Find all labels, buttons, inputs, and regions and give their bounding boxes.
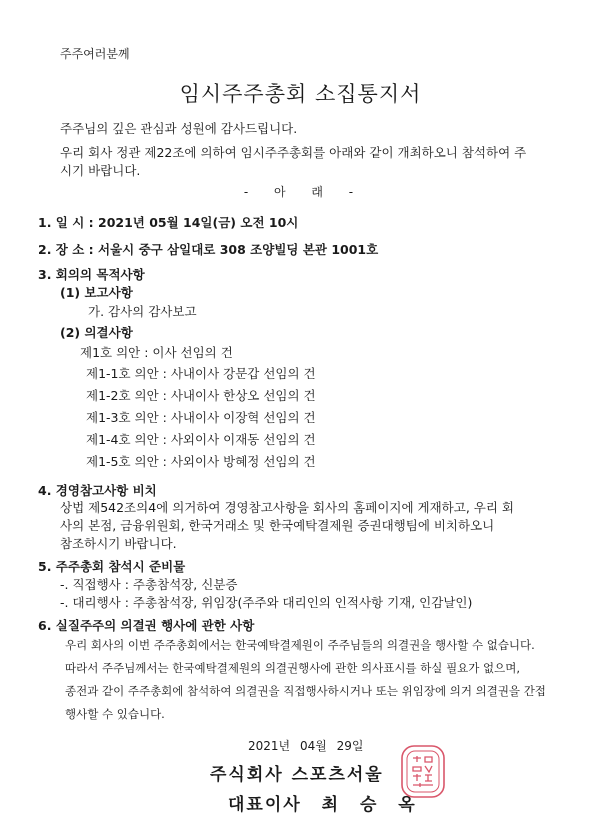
seal-glyphs bbox=[413, 756, 433, 787]
report-heading: (1) 보고사항 bbox=[60, 285, 133, 300]
item-venue: 2. 장 소 : 서울시 중구 삼일대로 308 조양빌딩 본관 1001호 bbox=[38, 242, 379, 257]
reference-text-line: 상법 제542조의4에 의거하여 경영참고사항을 회사의 홈페이지에 게재하고, 우리 회 bbox=[60, 500, 514, 515]
reference-heading: 4. 경영참고사항 비치 bbox=[38, 483, 157, 498]
below-heading: - 아 래 - bbox=[243, 185, 358, 199]
prep-item: -. 대리행사 : 주총참석장, 위임장(주주와 대리인의 인적사항 기재, 인감날인) bbox=[60, 595, 473, 610]
intro-line-2: 우리 회사 정관 제22조에 의하여 임시주주총회를 아래와 같이 개최하오니 참석하여 주 bbox=[60, 145, 527, 160]
reference-text-line: 참조하시기 바랍니다. bbox=[60, 536, 177, 551]
document-title: 임시주주총회 소집통지서 bbox=[179, 82, 422, 106]
agenda-heading: 3. 회의의 목적사항 bbox=[38, 267, 145, 282]
resolution-item: 제1-4호 의안 : 사외이사 이재동 선임의 건 bbox=[86, 432, 316, 447]
voting-text-line: 따라서 주주님께서는 한국예탁결제원의 의결권행사에 관한 의사표시를 하실 필요가 없으며, bbox=[65, 661, 521, 675]
voting-text-line: 행사할 수 있습니다. bbox=[65, 707, 165, 721]
voting-heading: 6. 실질주주의 의결권 행사에 관한 사항 bbox=[38, 618, 255, 633]
resolution-item: 제1-1호 의안 : 사내이사 강문갑 선임의 건 bbox=[86, 366, 316, 381]
intro-line-3: 시기 바랍니다. bbox=[60, 163, 141, 178]
seal-stroke bbox=[402, 746, 444, 797]
prep-heading: 5. 주주총회 참석시 준비물 bbox=[38, 559, 186, 574]
company-name: 주식회사 스포츠서울 bbox=[210, 765, 384, 785]
company-seal-icon bbox=[398, 743, 448, 800]
intro-line-1: 주주님의 깊은 관심과 성원에 감사드립니다. bbox=[60, 121, 298, 136]
ceo-name: 대표이사 최 승 옥 bbox=[228, 795, 417, 815]
addressee: 주주여러분께 bbox=[60, 47, 130, 61]
resolution-item: 제1-2호 의안 : 사내이사 한상오 선임의 건 bbox=[86, 388, 316, 403]
resolution-item: 제1-5호 의안 : 사외이사 방혜정 선임의 건 bbox=[86, 454, 316, 469]
reference-text-line: 사의 본점, 금융위원회, 한국거래소 및 한국예탁결제원 증권대행팀에 비치하오니 bbox=[60, 518, 495, 533]
resolution-heading: (2) 의결사항 bbox=[60, 325, 133, 340]
notice-date: 2021년 04월 29일 bbox=[248, 739, 364, 753]
item-datetime: 1. 일 시 : 2021년 05월 14일(금) 오전 10시 bbox=[38, 215, 299, 230]
prep-item: -. 직접행사 : 주총참석장, 신분증 bbox=[60, 577, 238, 592]
resolution-item: 제1-3호 의안 : 사내이사 이장혁 선임의 건 bbox=[86, 410, 316, 425]
report-item: 가. 감사의 감사보고 bbox=[88, 304, 197, 319]
voting-text-line: 종전과 같이 주주총회에 참석하여 의결권을 직접행사하시거나 또는 위임장에 의거 의결권을 간접 bbox=[65, 684, 546, 698]
resolution-item: 제1호 의안 : 이사 선임의 건 bbox=[80, 345, 233, 360]
voting-text-line: 우리 회사의 이번 주주총회에서는 한국예탁결제원이 주주님들의 의결권을 행사할 수 없습니다. bbox=[65, 638, 535, 652]
